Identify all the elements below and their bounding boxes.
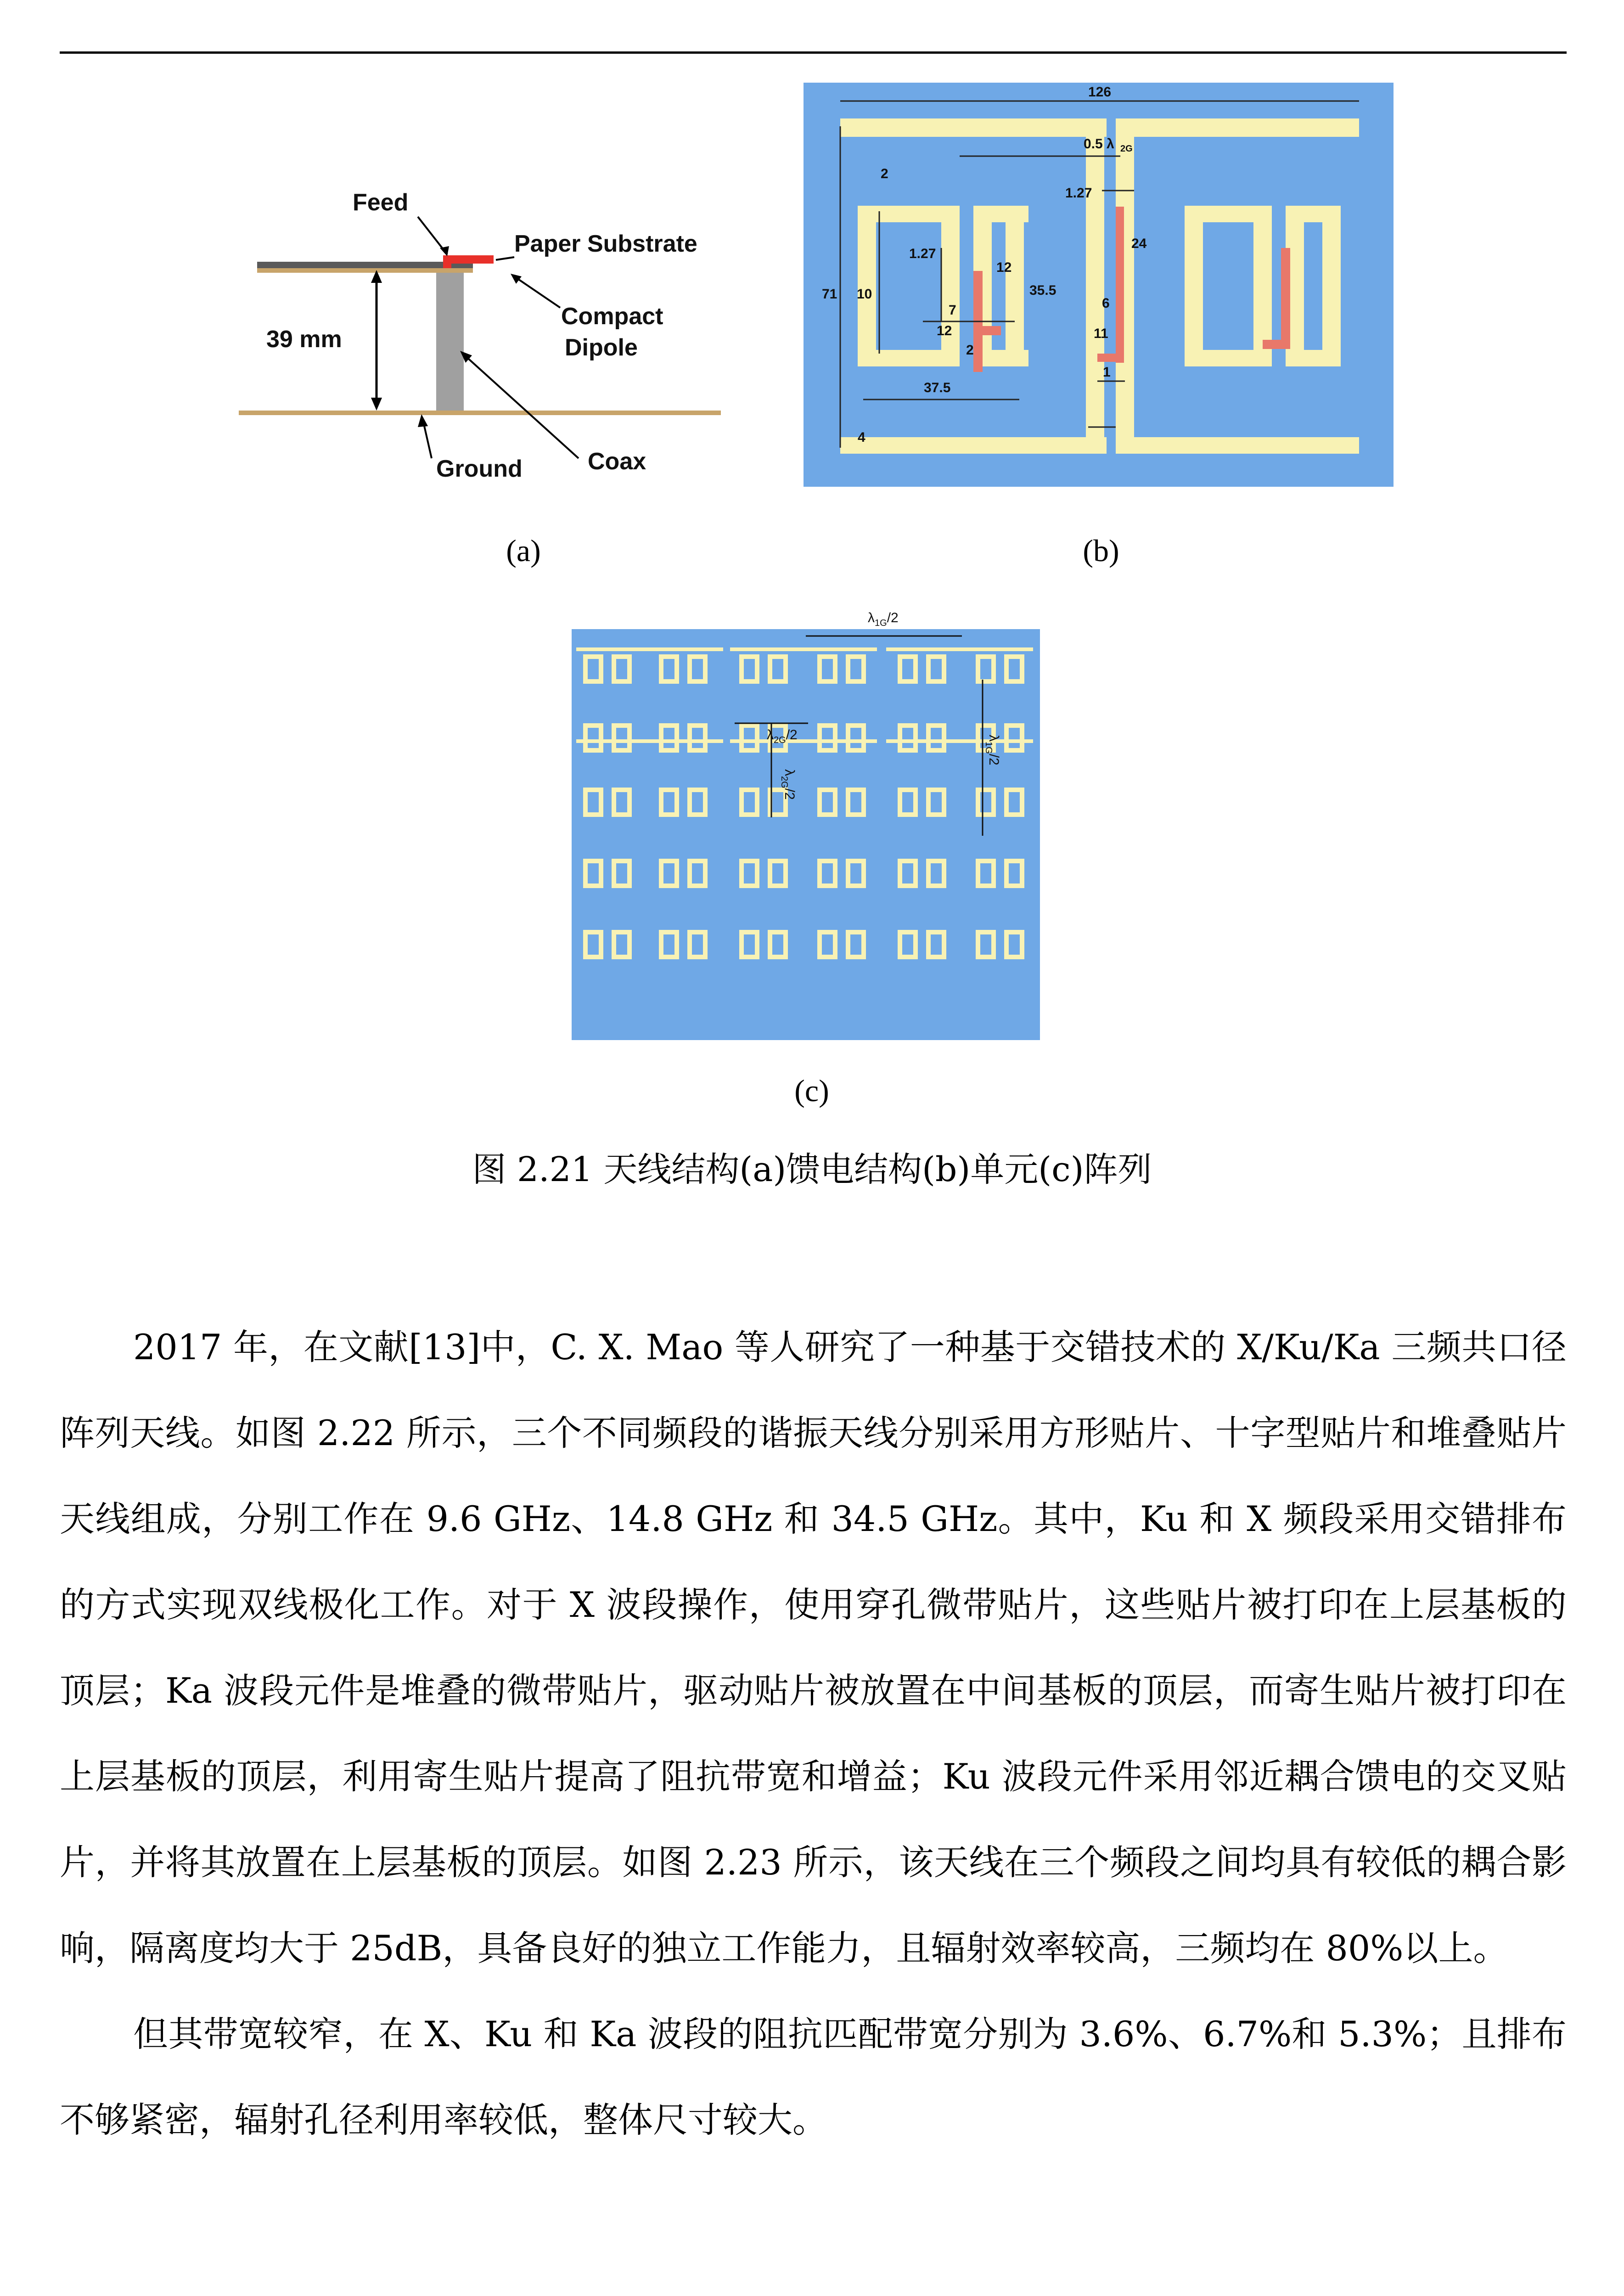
dipole-label: Dipole [565,334,638,361]
dim-71: 71 [822,287,837,302]
dim-12-horizontal: 12 [937,323,952,338]
dim-11: 11 [1094,326,1108,341]
ground-label: Ground [436,456,523,482]
compact-label: Compact [561,303,663,330]
figure-a-feed-structure [220,179,762,510]
dim-355: 35.5 [1029,283,1056,298]
dim-1: 1 [1103,365,1111,380]
figure-c-array [569,602,1056,1052]
dim-2: 2 [881,166,888,181]
dim-10: 10 [857,287,872,302]
dim-127-left: 1.27 [909,246,936,261]
paragraph-2: 但其带宽较窄，在 X、Ku 和 Ka 波段的阻抗匹配带宽分别为 3.6%、6.7%和 5.3%；且排布不够紧密，辐射孔径利用率较低，整体尺寸较大。 [60,2014,1567,2140]
dim-05-sub: 2G [1120,144,1133,154]
dim-12-vertical: 12 [996,260,1012,275]
array-substrate [572,629,1040,1040]
dim-4: 4 [858,430,865,445]
figure-b-unit-cell [804,83,1394,487]
paper-substrate-label: Paper Substrate [514,231,697,257]
paper-substrate-plate [257,262,473,268]
subcaption-c: (c) [794,1073,829,1108]
dim-127-right: 1.27 [1065,186,1092,201]
subcaption-b: (b) [1083,533,1119,568]
array-label-vertical-outer: $\lambda_{1G}/2$ [983,735,1001,765]
subcaption-a: (a) [506,533,541,568]
height-label: 39 mm [266,326,342,353]
array-label-top: $\lambda_{1G}/2$ [868,610,899,628]
dim-6: 6 [1102,296,1110,311]
body-text [60,1304,1567,2163]
ground-plane [239,411,721,415]
dim-05-lambda: 0.5 λ [1084,136,1114,152]
figure-caption: 图 2.21 天线结构(a)馈电结构(b)单元(c)阵列 [472,1150,1152,1189]
dim-375: 37.5 [924,380,951,395]
coax-label: Coax [588,448,646,475]
dim-7: 7 [949,303,956,318]
array-label-vertical-inner: $\lambda_{2G}/2$ [779,769,797,800]
compact-dipole-layer [257,268,473,273]
array-label-horizontal: $\lambda_{2G}/2$ [767,727,798,745]
dim-24: 24 [1131,236,1147,251]
paragraph-1: 2017 年，在文献[13]中，C. X. Mao 等人研究了一种基于交错技术的 X/Ku/Ka 三频共口径阵列天线。如图 2.22 所示，三个不同频段的谐振天线分别采用方形贴片、十字型贴片和堆叠贴片天线组成，分别工作在 9.6 GHz、14.8 GHz 和 34.5 GHz。其中，Ku 和 X 频段采用交错排布的方式实现双线极化工作。对于 X 波段操作，使用穿孔微带贴片，这些贴片被打印在上层基板的顶层；Ka 波段元件是堆叠的微带贴片，驱动贴片被放置在中间基板的顶层，而寄生贴片被打印在上层基板的顶层，利用寄生贴片提高了阻抗带宽和增益；Ku 波段元件采用邻近耦合馈电的交叉贴片，并将其放置在上层基板的顶层。如图 2.23 所示，该天线在三个频段之间均具有较低的耦合影响，隔离度均大于 25dB，具备良好的独立工作能力，且辐射效率较高，三频均在 80%以上。 [60,1327,1567,1969]
coax-cable [436,273,464,411]
dim-126: 126 [1088,84,1112,100]
dim-2-small: 2 [966,343,974,358]
feed-label: Feed [353,189,409,216]
header-rule [60,51,1567,54]
